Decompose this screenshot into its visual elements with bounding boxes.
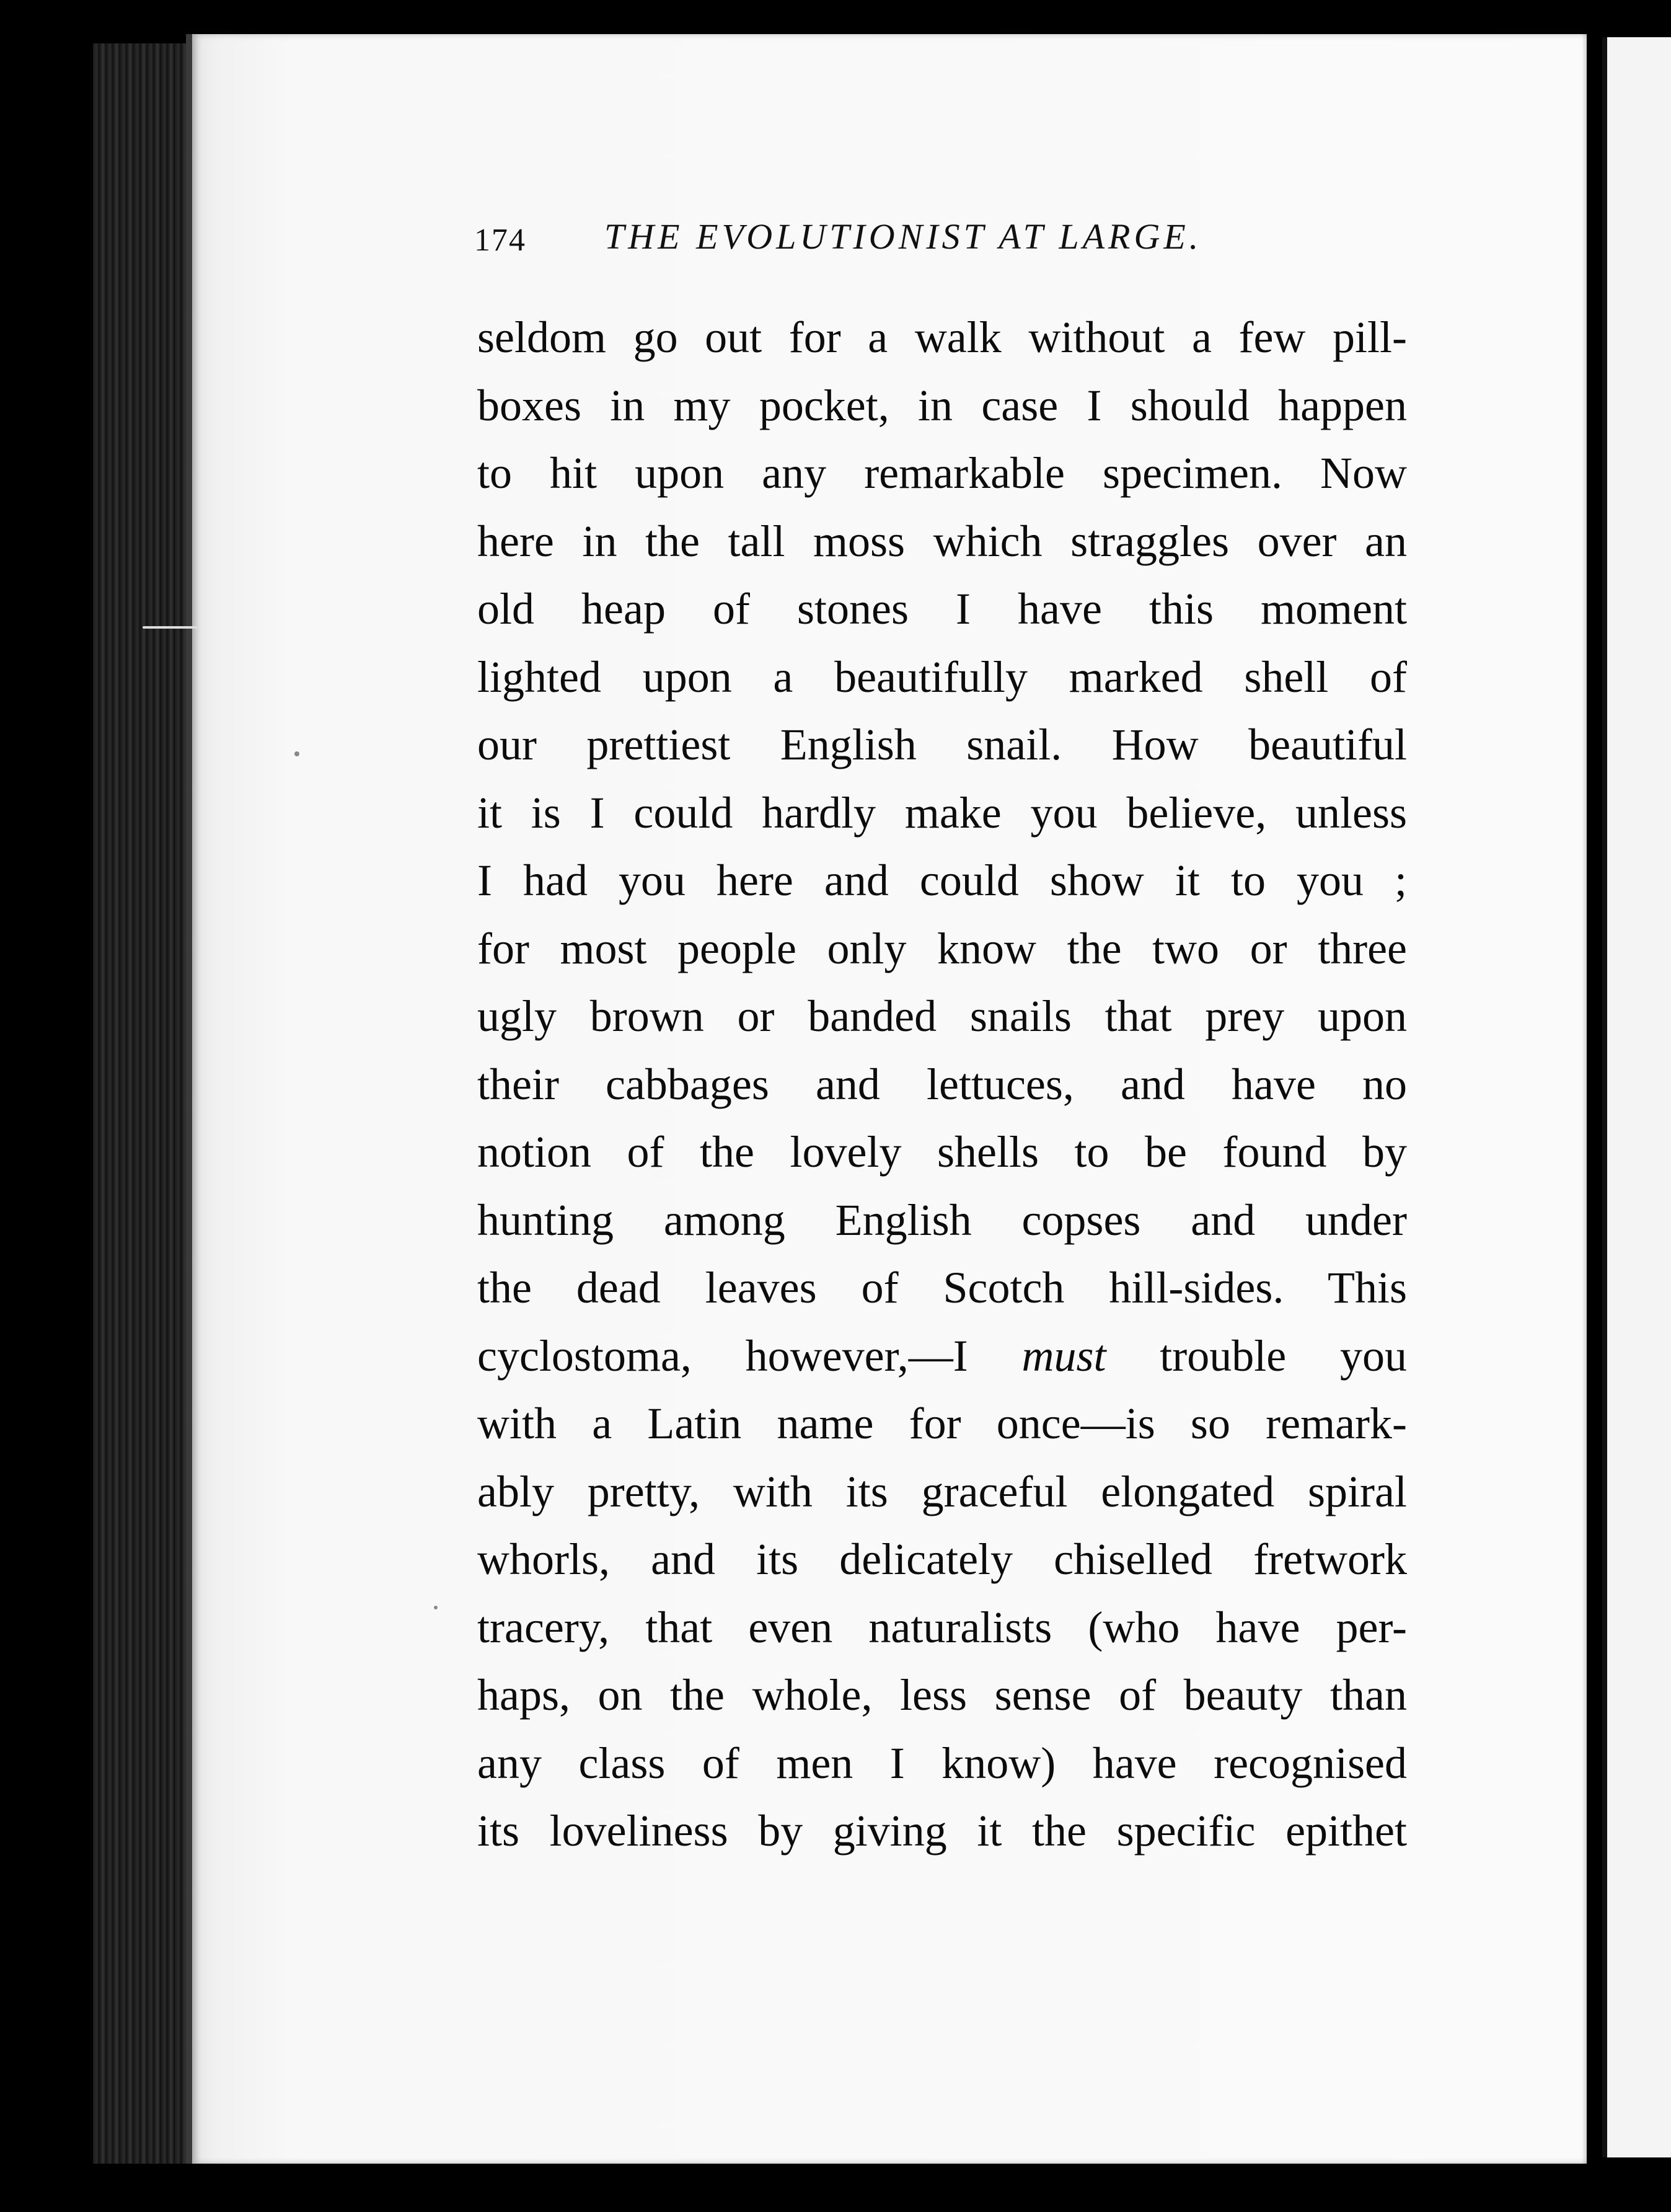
text-line: seldom go out for a walk without a few pill- (477, 312, 1407, 362)
text-line: its loveliness by giving it the specific epithet (477, 1806, 1407, 1856)
text-line: for most people only know the two or three (477, 923, 1407, 973)
text-line: boxes in my pocket, in case I should happen (477, 380, 1407, 430)
text-line: the dead leaves of Scotch hill-sides. This (477, 1263, 1407, 1312)
text-line: it is I could hardly make you believe, unless (477, 787, 1407, 838)
text-line: here in the tall moss which straggles over an (477, 516, 1407, 566)
facing-page-sliver (1602, 37, 1671, 2157)
text-line: tracery, that even naturalists (who have per- (477, 1602, 1407, 1652)
text-line: to hit upon any remarkable specimen. Now (477, 448, 1407, 498)
text-line: with a Latin name for once—is so remark- (477, 1399, 1407, 1448)
paper-speck (294, 751, 299, 756)
text-line: hunting among English copses and under (477, 1195, 1407, 1245)
page-header (474, 216, 1280, 265)
text-line: whorls, and its delicately chiselled fretwork (477, 1534, 1407, 1584)
text-line: haps, on the whole, less sense of beauty than (477, 1670, 1407, 1720)
text-line: our prettiest English snail. How beautiful (477, 720, 1407, 769)
text-line: ably pretty, with its graceful elongated spiral (477, 1466, 1407, 1516)
text-line: their cabbages and lettuces, and have no (477, 1059, 1407, 1109)
page-number: 174 (474, 223, 526, 258)
text-line: old heap of stones I have this moment (477, 584, 1407, 634)
text-line: ugly brown or banded snails that prey upon (477, 991, 1407, 1041)
text-line-with-emphasis (477, 1322, 1407, 1391)
text-line: any class of men I know) have recognised (477, 1738, 1407, 1788)
text-segment: trouble you (1106, 1330, 1407, 1381)
paper-speck (143, 626, 198, 629)
emphasized-word: must (1021, 1330, 1106, 1381)
text-line: notion of the lovely shells to be found by (477, 1127, 1407, 1177)
text-line: I had you here and could show it to you ; (477, 856, 1407, 905)
body-text (477, 304, 1407, 1865)
scan-bottom-border (0, 2164, 1671, 2212)
paper-speck (434, 1606, 438, 1609)
scan-top-border (0, 0, 1671, 37)
running-head: THE EVOLUTIONIST AT LARGE. (604, 216, 1202, 257)
text-segment: cyclostoma, however,—I (477, 1330, 1022, 1381)
text-line: lighted upon a beautifully marked shell of (477, 652, 1407, 702)
